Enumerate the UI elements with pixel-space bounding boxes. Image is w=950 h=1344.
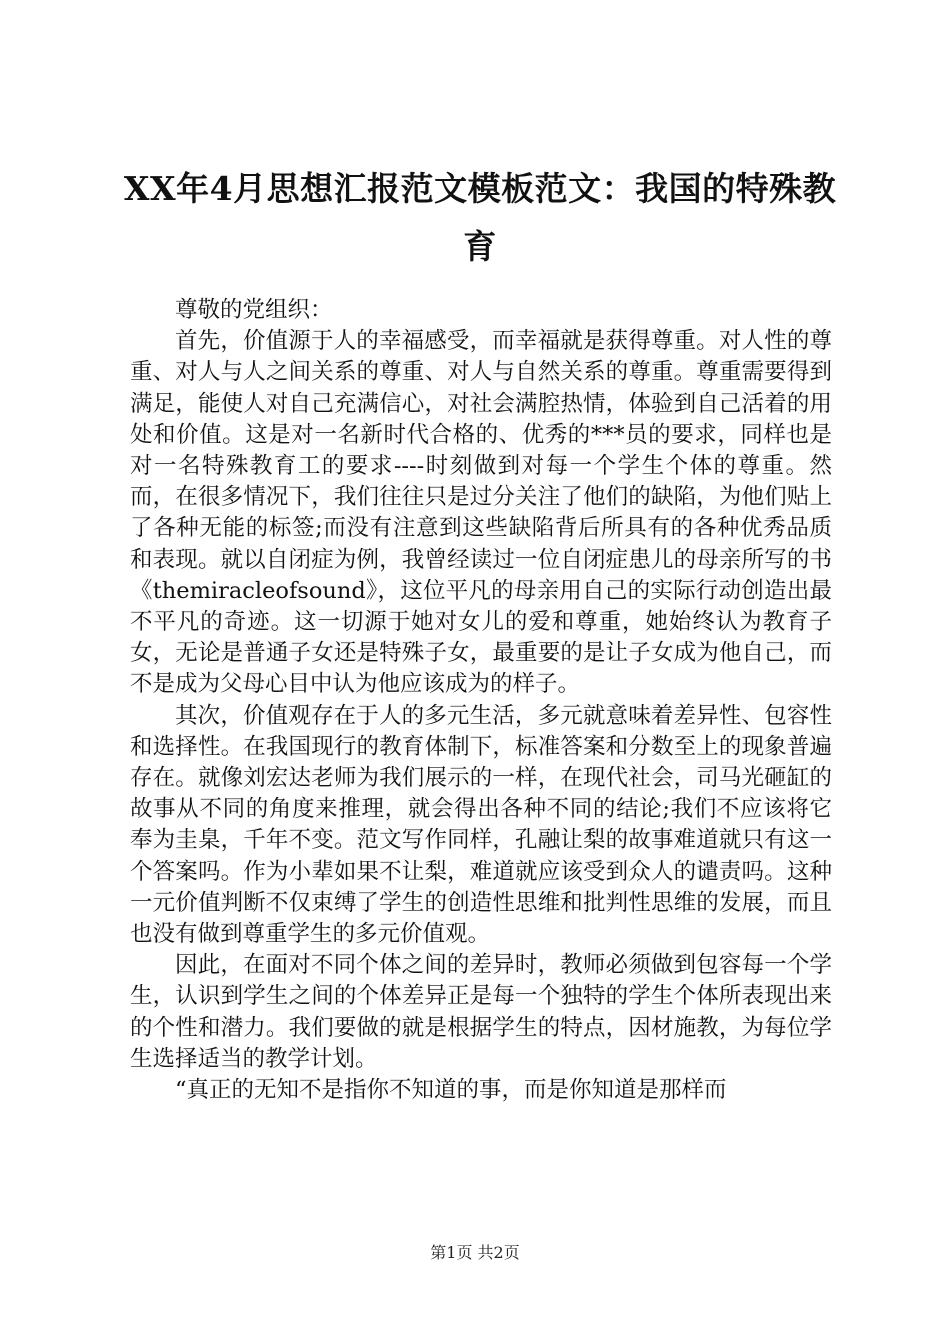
salutation: 尊敬的党组织： — [175, 297, 333, 323]
page-footer: 第1页 共2页 — [430, 1243, 520, 1262]
paragraph: 因此，在面对不同个体之间的差异时，教师必须做到包容每一个学生，认识到学生之间的个体差异正是每一个独特的学生个体所表现出来的个性和潜力。我们要做的就是根据学生的特点，因材施教，为每位学生选择适当的教学计划。 — [130, 952, 832, 1072]
paragraph: 首先，价值源于人的幸福感受，而幸福就是获得尊重。对人性的尊重、对人与人之间关系的尊重、对人与自然关系的尊重。尊重需要得到满足，能使人对自己充满信心，对社会满腔热情，体验到自己活着的用处和价值。这是对一名新时代合格的、优秀的***员的要求，同样也是对一名特殊教育工的要求----时刻做到对每一个学生个体的尊重。然而，在很多情况下，我们往往只是过分关注了他们的缺陷，为他们贴上了各种无能的标签;而没有注意到这些缺陷背后所具有的各种优秀品质和表现。就以自闭症为例，我曾经读过一位自闭症患儿的母亲所写的书《themiracleofsound》，这位平凡的母亲用自己的实际行动创造出最不平凡的奇迹。这一切源于她对女儿的爱和尊重，她始终认为教育子女，无论是普通子女还是特殊子女，最重要的是让子女成为他自己，而不是成为父母心目中认为他应该成为的样子。 — [130, 328, 832, 698]
paragraph: “真正的无知不是指你不知道的事，而是你知道是那样而 — [175, 1077, 727, 1104]
paragraph: 其次，价值观存在于人的多元生活，多元就意味着差异性、包容性和选择性。在我国现行的教育体制下，标准答案和分数至上的现象普遍存在。就像刘宏达老师为我们展示的一样，在现代社会，司马光砸缸的故事从不同的角度来推理，就会得出各种不同的结论;我们不应该将它奉为圭臬，千年不变。范文写作同样，孔融让梨的故事难道就只有这一个答案吗。作为小辈如果不让梨，难道就应该受到众人的谴责吗。这种一元价值判断不仅束缚了学生的创造性思维和批判性思维的发展，而且也没有做到尊重学生的多元价值观。 — [130, 702, 832, 948]
document-title: XX年4月思想汇报范文模板范文：我国的特殊教育 — [123, 169, 837, 266]
document-body — [130, 295, 832, 1106]
